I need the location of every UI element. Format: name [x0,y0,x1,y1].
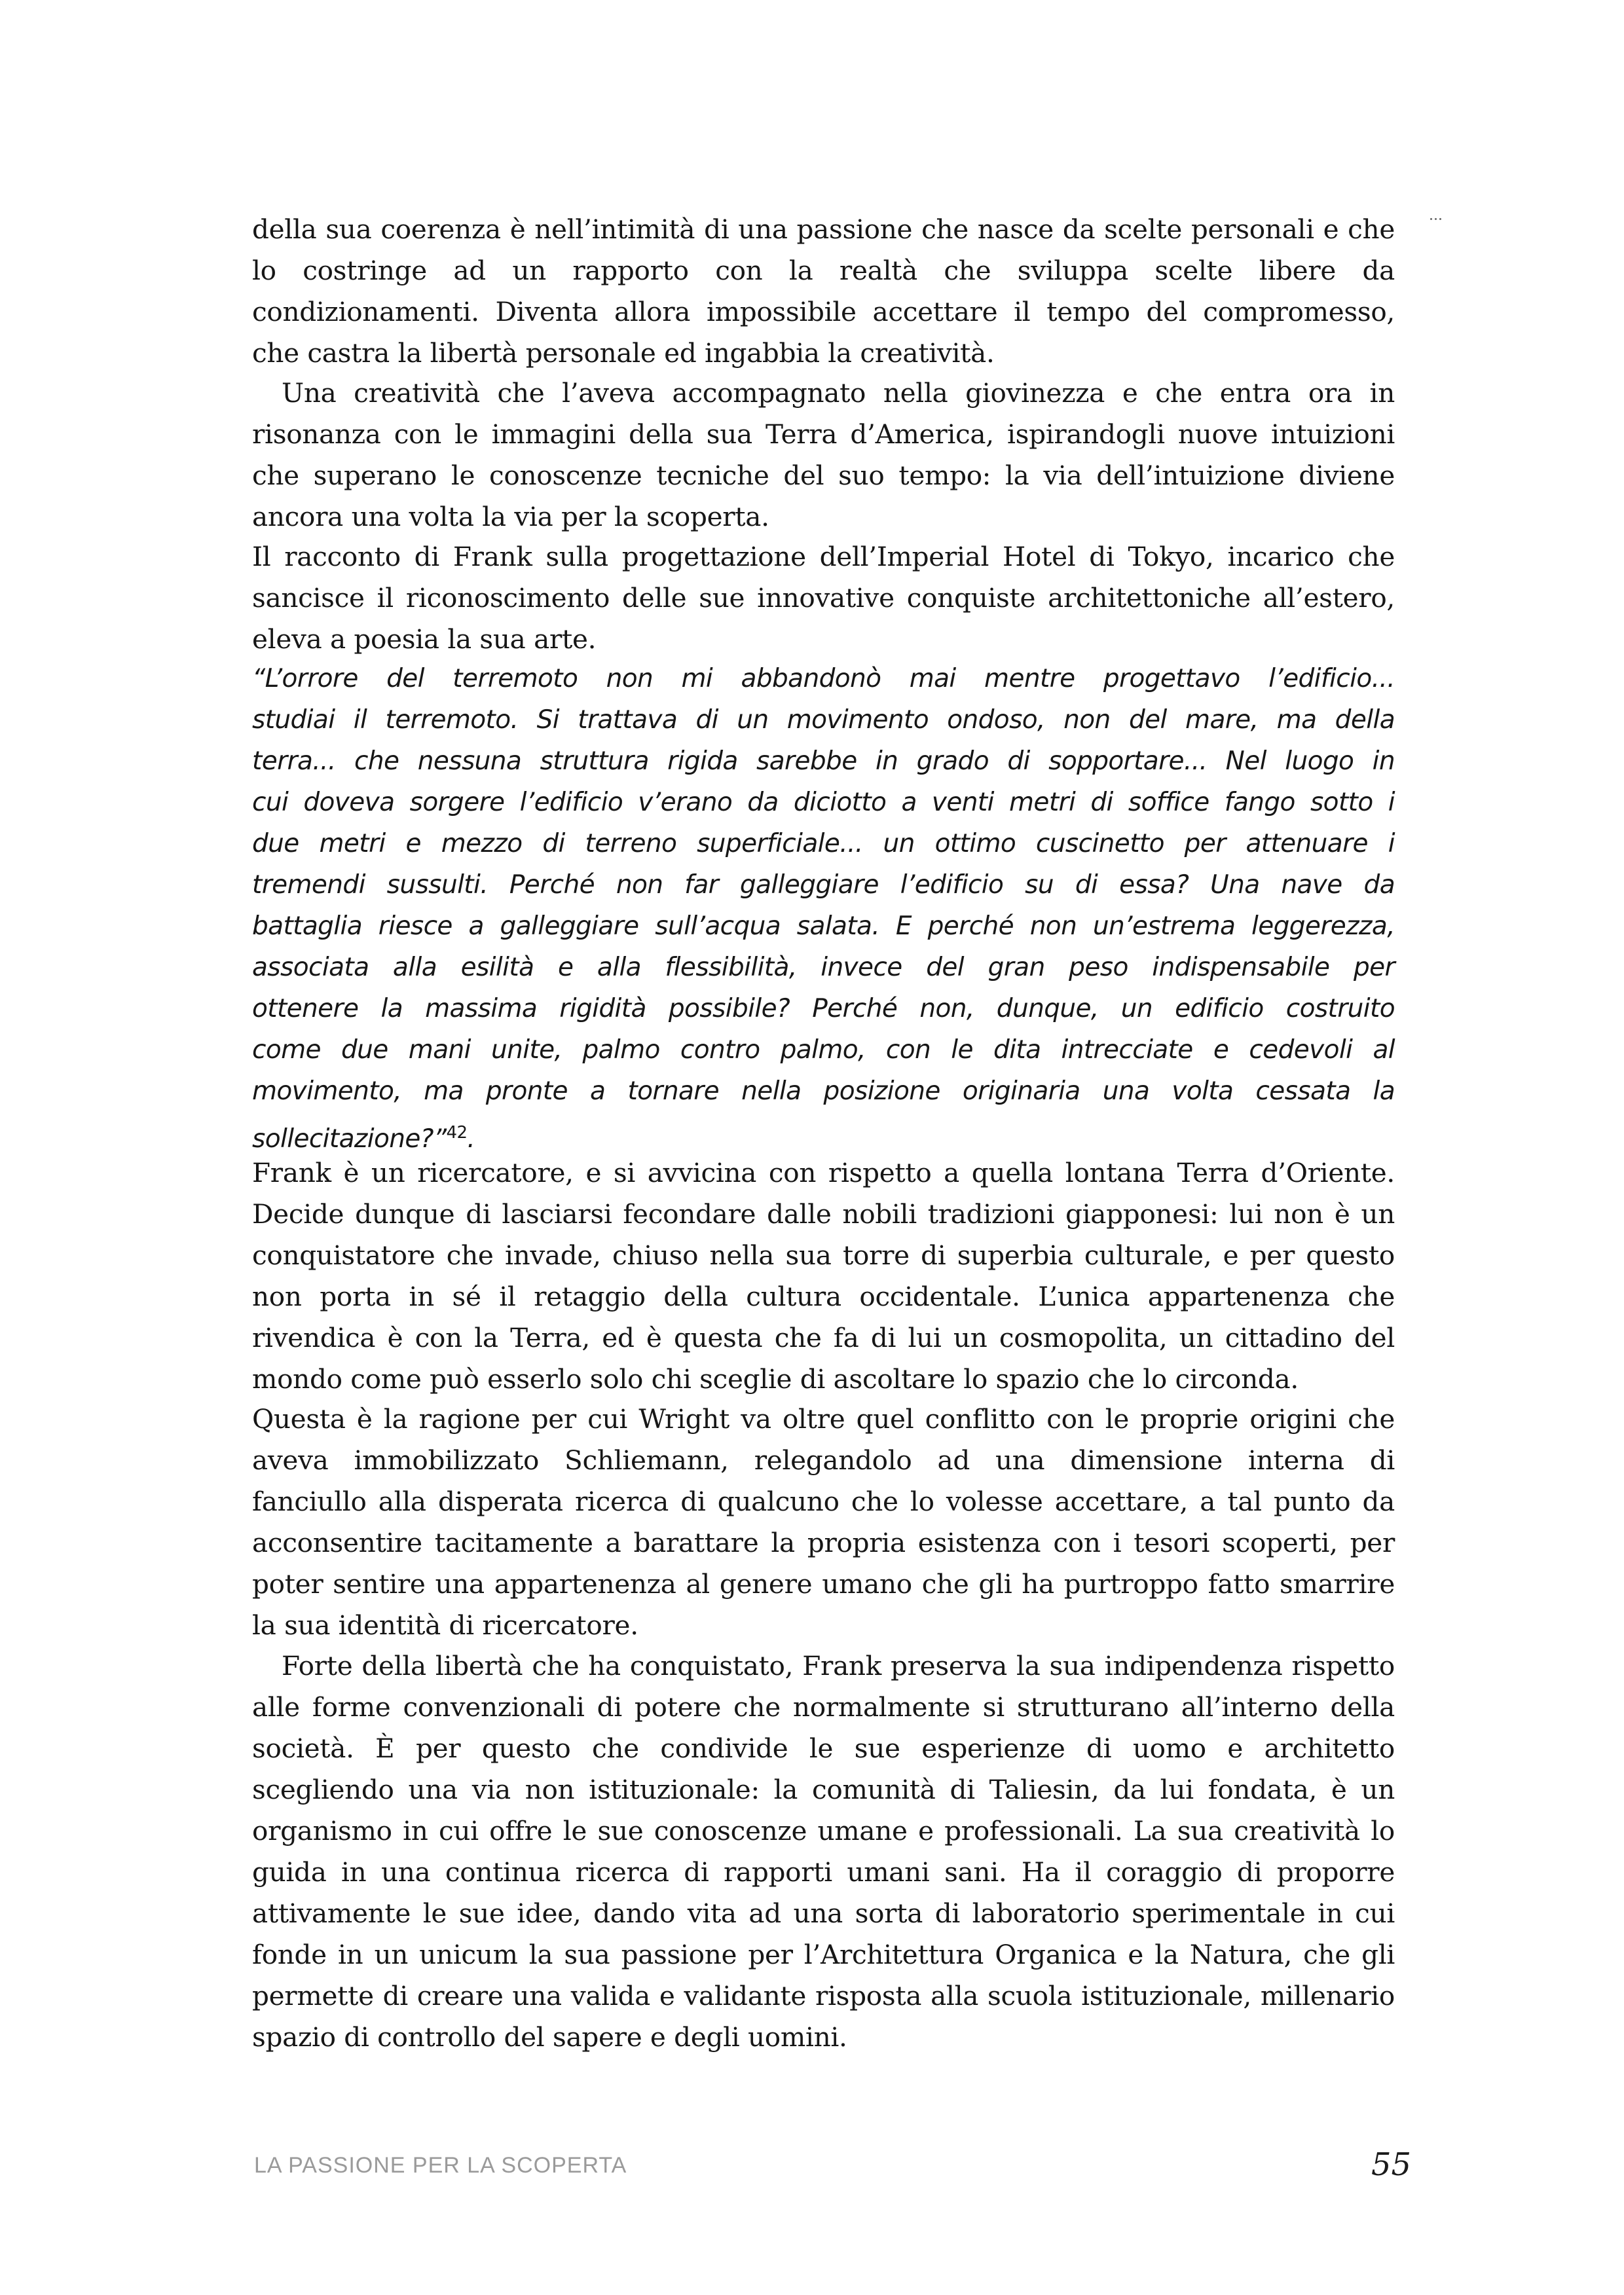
text-line: ancora una volta la via per la scoperta. [252,501,769,532]
quote-line: associata alla esilità e alla flessibilità, invece del gran peso indispensabile per [252,953,1395,982]
page-number: 55 [1371,2146,1412,2183]
text-line: società. È per questo che condivide le sue esperienze di uomo e architetto [252,1733,1395,1764]
scan-speck-mark [1430,218,1443,222]
text-line: condizionamenti. Diventa allora impossibile accettare il tempo del compromesso, [252,296,1395,327]
quote-line: due metri e mezzo di terreno superficiale... un ottimo cuscinetto per attenuare i [252,829,1395,858]
text-line: Forte della libertà che ha conquistato, Frank preserva la sua indipendenza rispetto [282,1650,1395,1681]
text-line: Questa è la ragione per cui Wright va oltre quel conflitto con le proprie origini che [252,1403,1395,1435]
quote-line: battaglia riesce a galleggiare sull’acqua salata. E perché non un’estrema leggerezza, [252,911,1395,941]
text-line: risonanza con le immagini della sua Terra d’America, ispirandogli nuove intuizioni [252,418,1395,450]
text-line: Frank è un ricercatore, e si avvicina con rispetto a quella lontana Terra d’Oriente. [252,1157,1395,1188]
quote-line: cui doveva sorgere l’edificio v’erano da diciotto a venti metri di soffice fango sotto i [252,788,1395,817]
text-line: poter sentire una appartenenza al genere umano che gli ha purtroppo fatto smarrire [252,1568,1395,1600]
quote-line: tremendi sussulti. Perché non far galleggiare l’edificio su di essa? Una nave da [252,870,1395,900]
quote-line: come due mani unite, palmo contro palmo, con le dita intrecciate e cedevoli al [252,1035,1395,1065]
text-line: permette di creare una valida e validante risposta alla scuola istituzionale, millenario [252,1980,1395,2011]
text-line: lo costringe ad un rapporto con la realtà che sviluppa scelte libere da [252,255,1395,286]
text-line: Il racconto di Frank sulla progettazione dell’Imperial Hotel di Tokyo, incarico che [252,541,1395,572]
text-line: guida in una continua ricerca di rapporti umani sani. Ha il coraggio di proporre [252,1856,1395,1888]
text-line: della sua coerenza è nell’intimità di una passione che nasce da scelte personali e che [252,213,1395,245]
text-line: fonde in un unicum la sua passione per l’Architettura Organica e la Natura, che gli [252,1939,1395,1970]
text-line: scegliendo una via non istituzionale: la comunità di Taliesin, da lui fondata, è un [252,1774,1395,1805]
quote-period: . [467,1124,475,1154]
running-footer-title: LA PASSIONE PER LA SCOPERTA [254,2153,627,2178]
text-line: la sua identità di ricercatore. [252,1609,638,1641]
text-line: spazio di controllo del sapere e degli uomini. [252,2021,847,2053]
quote-text: sollecitazione?” [252,1124,447,1154]
text-line: Decide dunque di lasciarsi fecondare dalle nobili tradizioni giapponesi: lui non è un [252,1198,1395,1230]
quote-line: studiai il terremoto. Si trattava di un movimento ondoso, non del mare, ma della [252,705,1395,735]
quote-line: “L’orrore del terremoto non mi abbandonò mai mentre progettavo l’edificio... [252,664,1395,693]
text-line: eleva a poesia la sua arte. [252,623,597,655]
quote-last-line [252,1112,1395,1154]
text-line: aveva immobilizzato Schliemann, relegandolo ad una dimensione interna di [252,1444,1395,1476]
text-line: organismo in cui offre le sue conoscenze umane e professionali. La sua creatività lo [252,1815,1395,1846]
text-line: Una creatività che l’aveva accompagnato nella giovinezza e che entra ora in [282,377,1395,409]
text-line: mondo come può esserlo solo chi sceglie di ascoltare lo spazio che lo circonda. [252,1363,1299,1395]
text-line: fanciullo alla disperata ricerca di qualcuno che lo volesse accettare, a tal punto da [252,1486,1395,1517]
text-line: non porta in sé il retaggio della cultura occidentale. L’unica appartenenza che [252,1281,1395,1312]
text-line: sancisce il riconoscimento delle sue innovative conquiste architettoniche all’estero, [252,582,1395,614]
text-line: attivamente le sue idee, dando vita ad una sorta di laboratorio sperimentale in cui [252,1898,1395,1929]
text-line: alle forme convenzionali di potere che normalmente si strutturano all’interno della [252,1691,1395,1723]
quote-line: terra... che nessuna struttura rigida sarebbe in grado di sopportare... Nel luogo in [252,746,1395,776]
text-line: acconsentire tacitamente a barattare la propria esistenza con i tesori scoperti, per [252,1527,1395,1558]
text-line: che superano le conoscenze tecniche del suo tempo: la via dell’intuizione diviene [252,460,1395,491]
quote-line: movimento, ma pronte a tornare nella posizione originaria una volta cessata la [252,1076,1395,1106]
text-line: che castra la libertà personale ed ingabbia la creatività. [252,337,995,369]
text-line: rivendica è con la Terra, ed è questa che fa di lui un cosmopolita, un cittadino del [252,1322,1395,1353]
text-line: conquistatore che invade, chiuso nella sua torre di superbia culturale, e per questo [252,1239,1395,1271]
footnote-reference[interactable]: 42 [446,1123,468,1143]
quote-line: ottenere la massima rigidità possibile? Perché non, dunque, un edificio costruito [252,994,1395,1023]
